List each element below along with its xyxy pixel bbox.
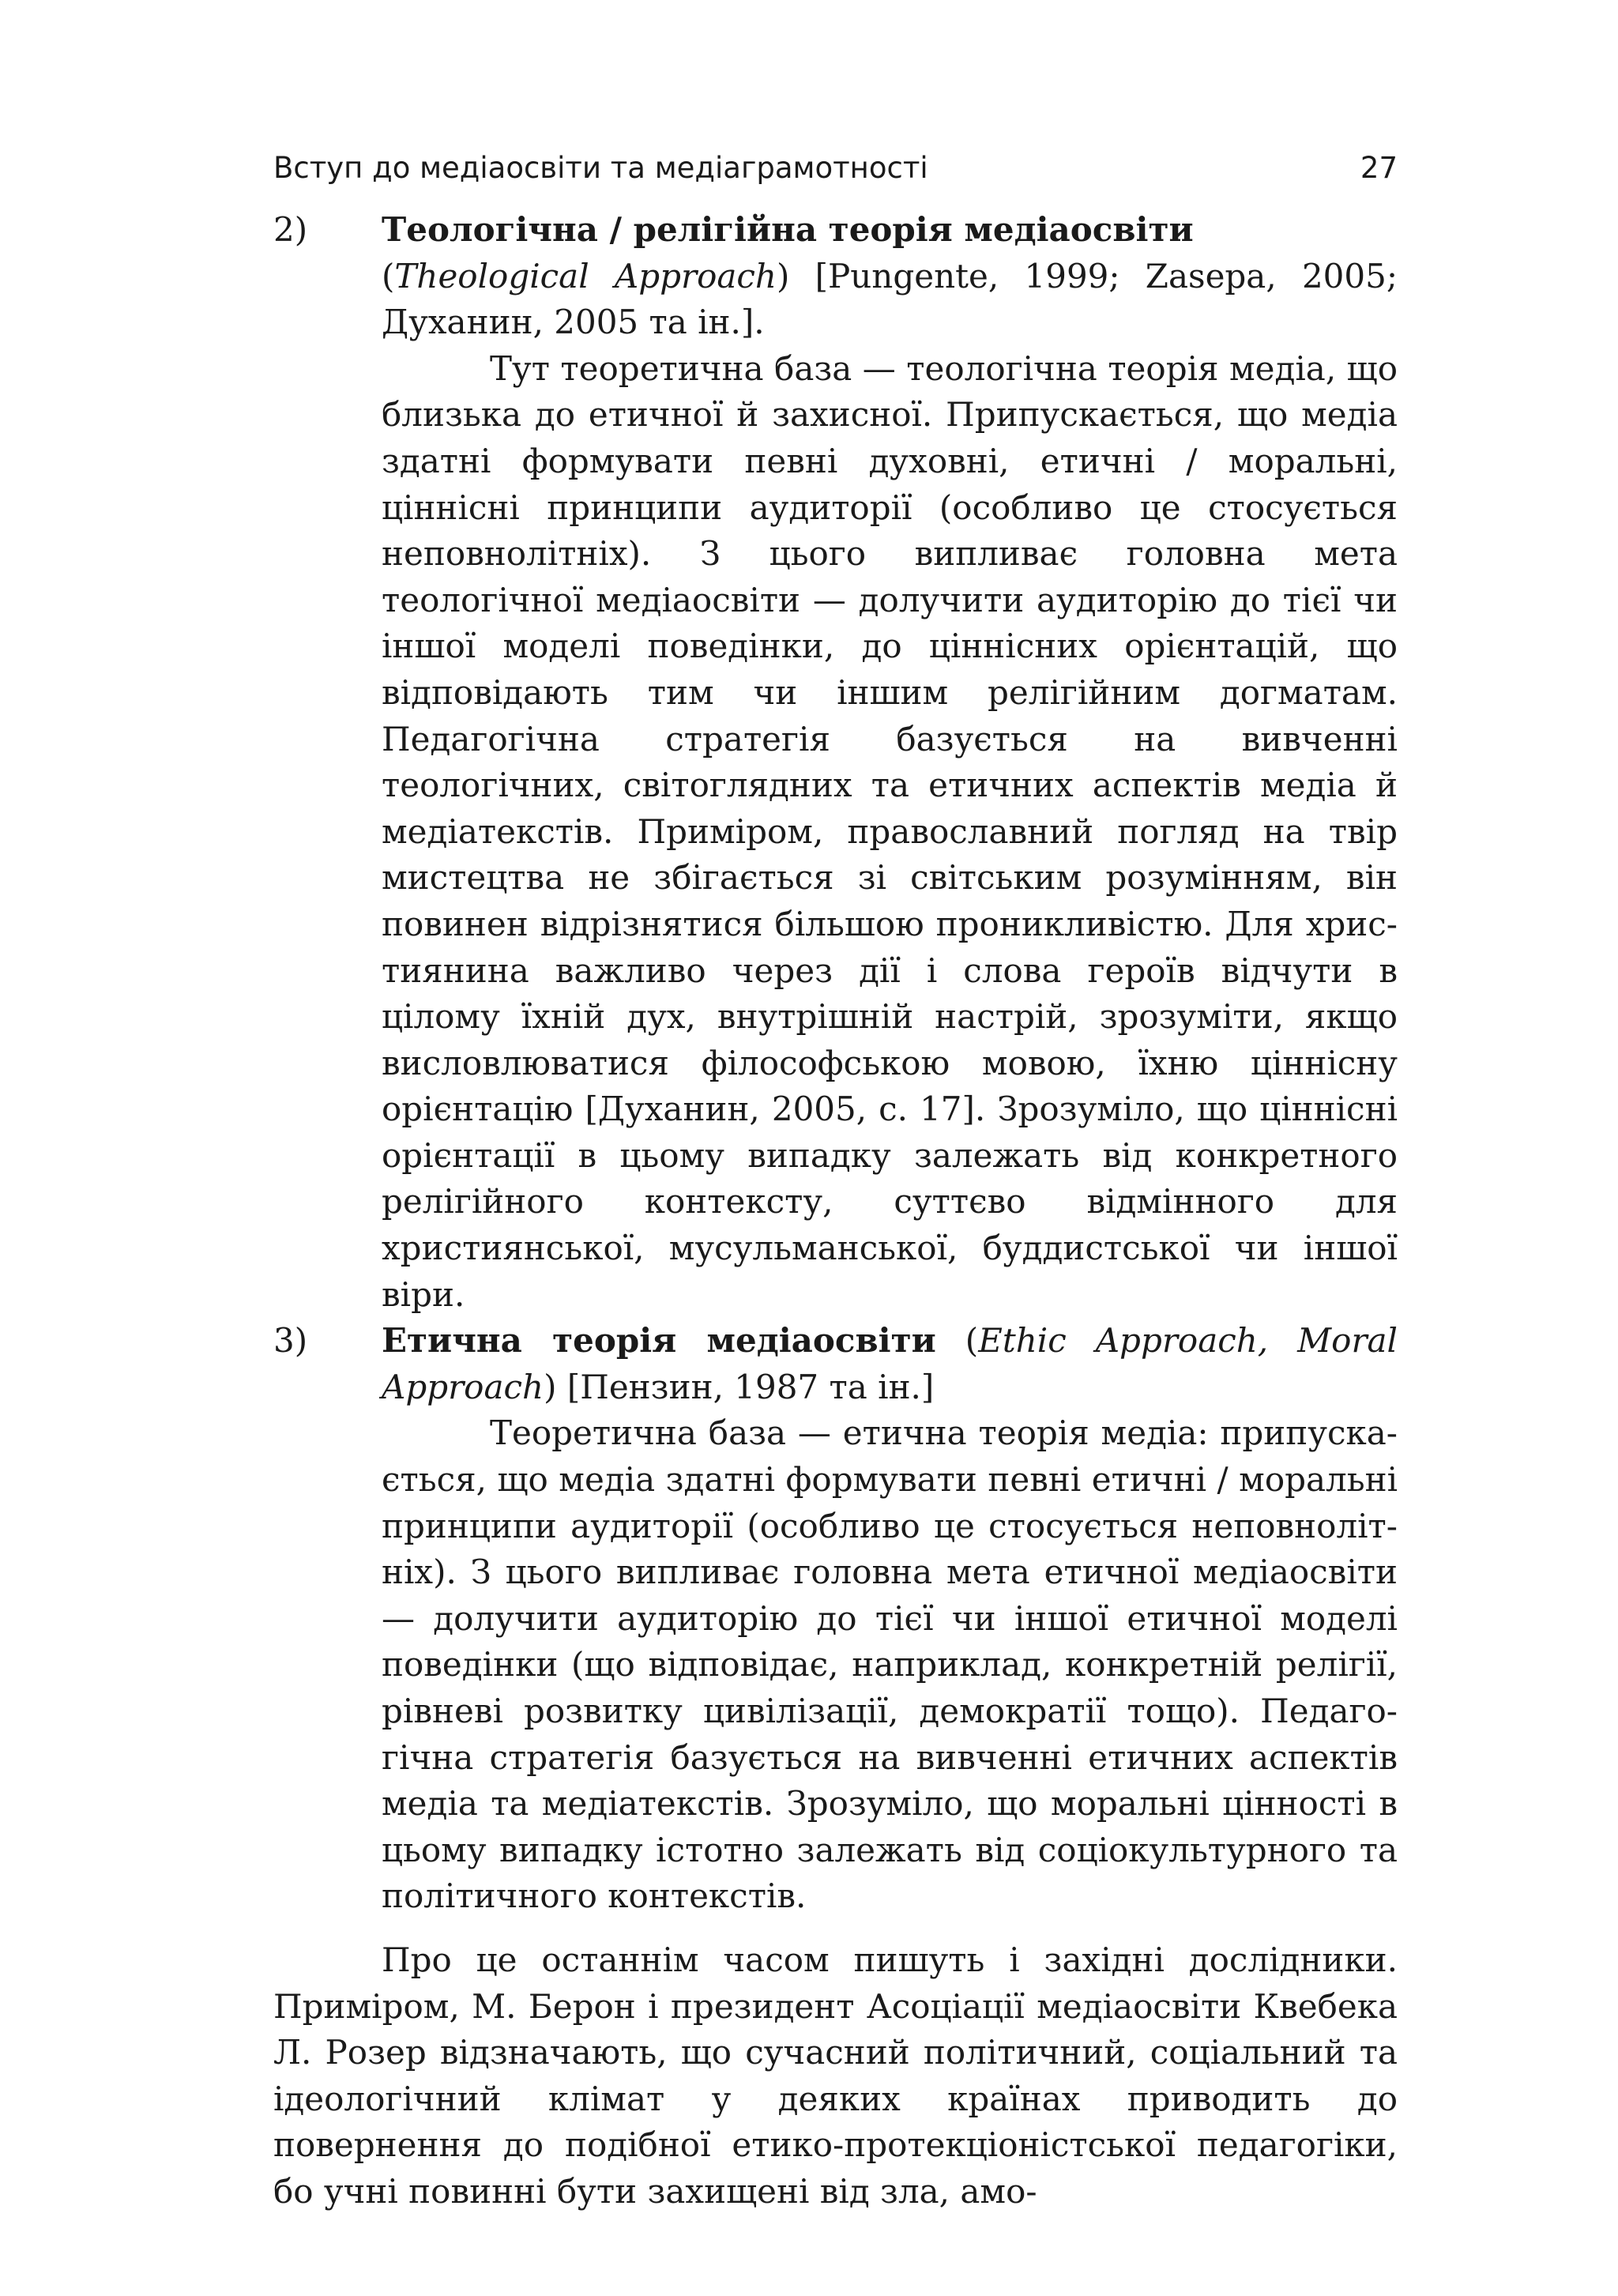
section-3-title-italic: Ethic Approach, Moral Approach (382, 1321, 1398, 1406)
section-3-number: 3) (273, 1321, 308, 1361)
section-2-title-bold: Теологічна / релігійна теорія медіаосвіти (382, 210, 1194, 249)
running-header (273, 149, 1398, 188)
section-2-paragraph (382, 346, 1398, 1318)
section-2-title-open: ( (382, 256, 395, 295)
page-body (273, 207, 1398, 2215)
section-3-paragraph (382, 1410, 1398, 1920)
section-2-title (382, 207, 1398, 346)
section-2-paragraph-text: Тут теоретична база — теологічна теорія медіа, що близька до етичної й захисної. Припускається, що медіа здатні формувати певні духовні, етичні / моральні, ціннісні принципи аудиторії (особливо це стосується неповнолітніх). З цього випливає головна мета теологічної медіаосвіти — долучити аудиторію до тієї чи іншої моделі поведінки, до ціннісних орієнтацій, що відповідають тим чи іншим релігійним догматам. Педагогічна стратегія базується на вивченні теологічних, світоглядних та етичних аспектів медіа й медіатекстів. Приміром, православний погляд на твір мистецтва не збігається зі світським розумінням, він повинен відрізнятися більшою проникливістю. Для християнина важливо через дії і слова героїв відчути в цілому їхній дух, внутрішній настрій, зрозуміти, якщо висловлюватися філософською мовою, їхню ціннісну орієнтацію [Духанин, 2005, с. 17]. Зрозуміло, що ціннісні орієнтації в цьому випадку залежать від конкретного релігійного контексту, суттєво відмінного для християнської, мусульманської, буддистської чи іншої віри. (382, 348, 1398, 1314)
section-2 (273, 207, 1398, 1318)
closing-paragraph: Про це останнім часом пишуть і західні дослідники. Приміром, М. Берон і президент Асоціації медіаосвіти Квебека Л. Розер відзначають, що сучасний політичний, соціальний та ідеологічний клімат у деяких країнах приводить до повернення до подібної етико-протекціоністської педагогіки, бо учні повинні бути захищені від зла, амо- (273, 1940, 1398, 2211)
section-2-heading (273, 207, 1398, 346)
section-2-number: 2) (273, 210, 308, 249)
section-3-heading (273, 1318, 1398, 1410)
section-3-title-close: ) [Пензин, 1987 та ін.] (544, 1367, 935, 1406)
page-number: 27 (1360, 151, 1398, 185)
section-3-title (382, 1318, 1398, 1410)
section-2-title-italic: Theological Approach (394, 256, 777, 295)
paragraph-gap (273, 1920, 1398, 1937)
book-title: Вступ до медіаосвіти та медіаграмотності (273, 151, 928, 185)
section-3 (273, 1318, 1398, 1920)
section-3-title-open: ( (935, 1321, 979, 1361)
section-3-title-bold: Етична теорія медіаосвіти (382, 1321, 936, 1361)
section-2-title-close: ) [Pungente, 1999; Zasepa, 2005; Духанин, 2005 та ін.]. (382, 256, 1398, 342)
section-3-paragraph-text: Теоретична база — етична теорія медіа: припускається, що медіа здатні формувати певні етичні / моральні принципи аудиторії (особливо це стосується неповнолітніх). З цього випливає головна мета етичної медіаосвіти — долучити аудиторію до тієї чи іншої етичної моделі поведінки (що відповідає, наприклад, конкретній релігії, рівневі розвитку цивілізації, демократії тощо). Педагогічна стратегія базується на вивченні етичних аспектів медіа та медіатекстів. Зрозуміло, що моральні цінності в цьому випадку істотно залежать від соціокультурного та політичного контекстів. (382, 1413, 1398, 1916)
